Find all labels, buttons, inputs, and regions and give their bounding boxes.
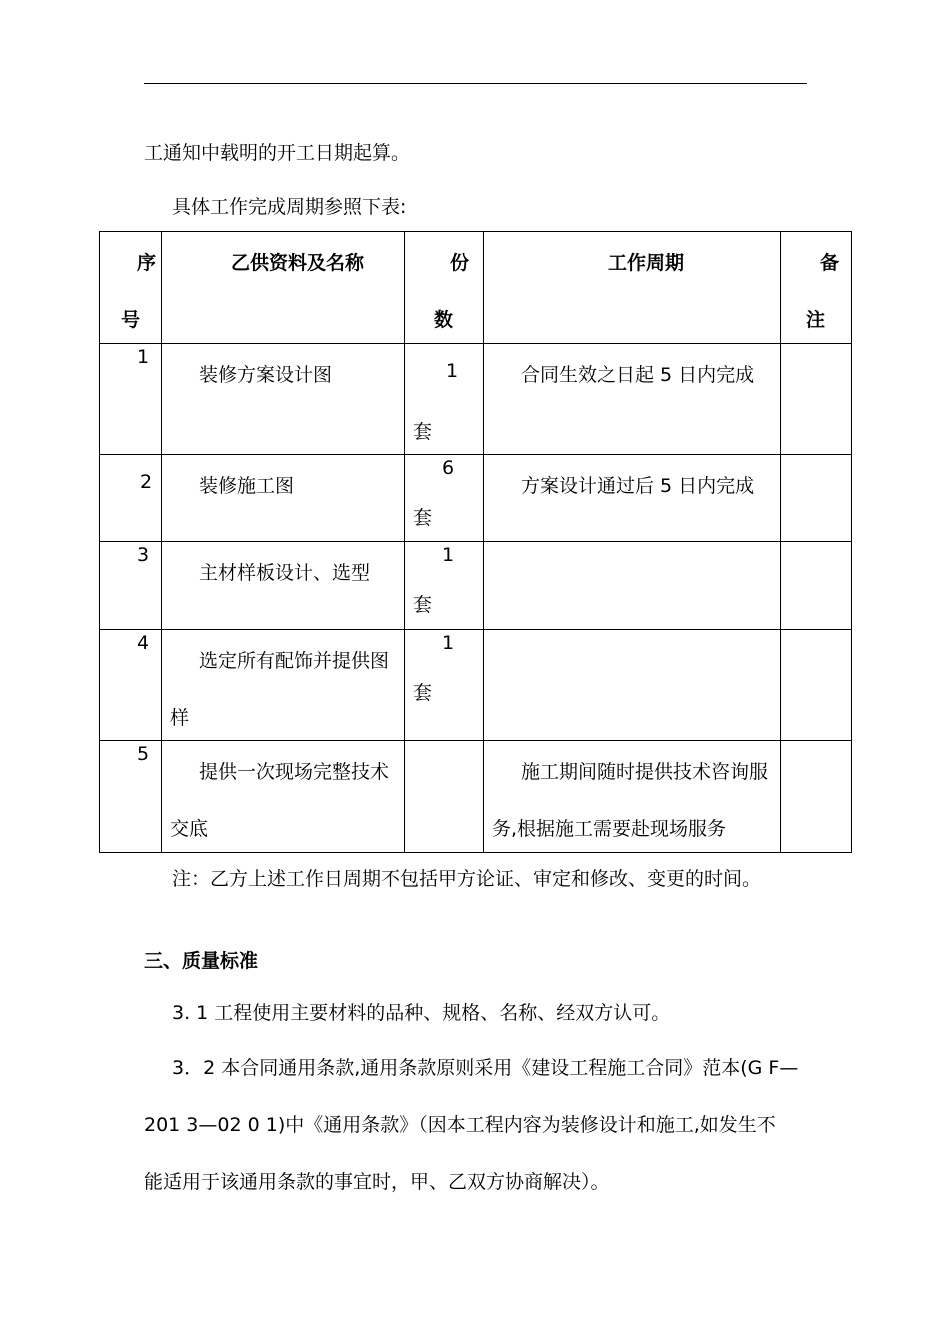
- row-seq: 1: [137, 346, 150, 368]
- row-name: 装修方案设计图: [199, 364, 333, 386]
- row-qty-unit: 套: [413, 682, 433, 704]
- table-row: [100, 741, 852, 853]
- header-qty: [405, 232, 484, 344]
- header-seq-a: 序: [137, 252, 157, 274]
- header-period-label: 工作周期: [608, 252, 685, 274]
- row-note: [781, 542, 851, 629]
- row-note: [781, 741, 851, 852]
- row-qty-number: 1: [442, 544, 455, 566]
- header-name-label: 乙供资料及名称: [231, 252, 365, 274]
- section-heading: 三、质量标准: [144, 950, 259, 972]
- header-name: [162, 232, 405, 344]
- row-name-cont: 样: [170, 707, 190, 729]
- row-name: 装修施工图: [199, 475, 295, 497]
- row-name: 主材样板设计、选型: [199, 562, 371, 584]
- row-period: 合同生效之日起 5 日内完成: [521, 364, 755, 386]
- clause-3-1: 3. 1 工程使用主要材料的品种、规格、名称、经双方认可。: [172, 1002, 671, 1024]
- header-note-a: 备: [820, 252, 840, 274]
- header-period: [484, 232, 781, 344]
- header-qty-b: 数: [434, 309, 454, 331]
- table-header-row: [100, 232, 852, 344]
- row-period-cont: 务,根据施工需要赴现场服务: [492, 818, 727, 840]
- row-name: 提供一次现场完整技术: [199, 761, 390, 783]
- row-qty-unit: 套: [413, 421, 433, 443]
- row-name-cont: 交底: [170, 818, 209, 840]
- deliverables-table: [99, 231, 852, 853]
- row-name: 选定所有配饰并提供图: [199, 650, 390, 672]
- clause-3-2-line-3: 能适用于该通用条款的事宜时，甲、乙双方协商解决）。: [144, 1171, 610, 1193]
- row-seq: 5: [137, 743, 150, 765]
- intro-line-1: 工通知中载明的开工日期起算。: [144, 142, 411, 164]
- clause-3-2-line-1: 3．2 本合同通用条款,通用条款原则采用《建设工程施工合同》范本(G F—: [172, 1057, 799, 1079]
- header-qty-a: 份: [450, 252, 470, 274]
- row-note: [781, 630, 851, 740]
- row-period: 施工期间随时提供技术咨询服: [521, 761, 769, 783]
- row-seq: 2: [140, 471, 153, 493]
- row-qty-unit: 套: [413, 594, 433, 616]
- table-row: [100, 542, 852, 630]
- header-note: [781, 232, 852, 344]
- table-row: [100, 630, 852, 741]
- row-seq: 4: [137, 632, 150, 654]
- row-seq: 3: [137, 544, 150, 566]
- row-qty-number: 6: [442, 457, 455, 479]
- row-note: [781, 455, 851, 541]
- table-row: [100, 455, 852, 542]
- row-qty-unit: 套: [413, 507, 433, 529]
- row-qty-number: 1: [446, 360, 459, 382]
- header-note-b: 注: [806, 309, 826, 331]
- header-seq-b: 号: [121, 309, 141, 331]
- clause-3-2-line-2: 201 3—02 0 1)中《通用条款》（因本工程内容为装修设计和施工,如发生不: [144, 1114, 776, 1136]
- header-rule: [144, 83, 807, 84]
- table-footnote: 注：乙方上述工作日周期不包括甲方论证、审定和修改、变更的时间。: [172, 868, 762, 890]
- header-seq: [100, 232, 162, 344]
- intro-line-2: 具体工作完成周期参照下表:: [172, 196, 407, 218]
- row-qty-number: 1: [442, 632, 455, 654]
- table-row: [100, 344, 852, 455]
- row-note: [781, 344, 851, 454]
- row-period: 方案设计通过后 5 日内完成: [521, 475, 755, 497]
